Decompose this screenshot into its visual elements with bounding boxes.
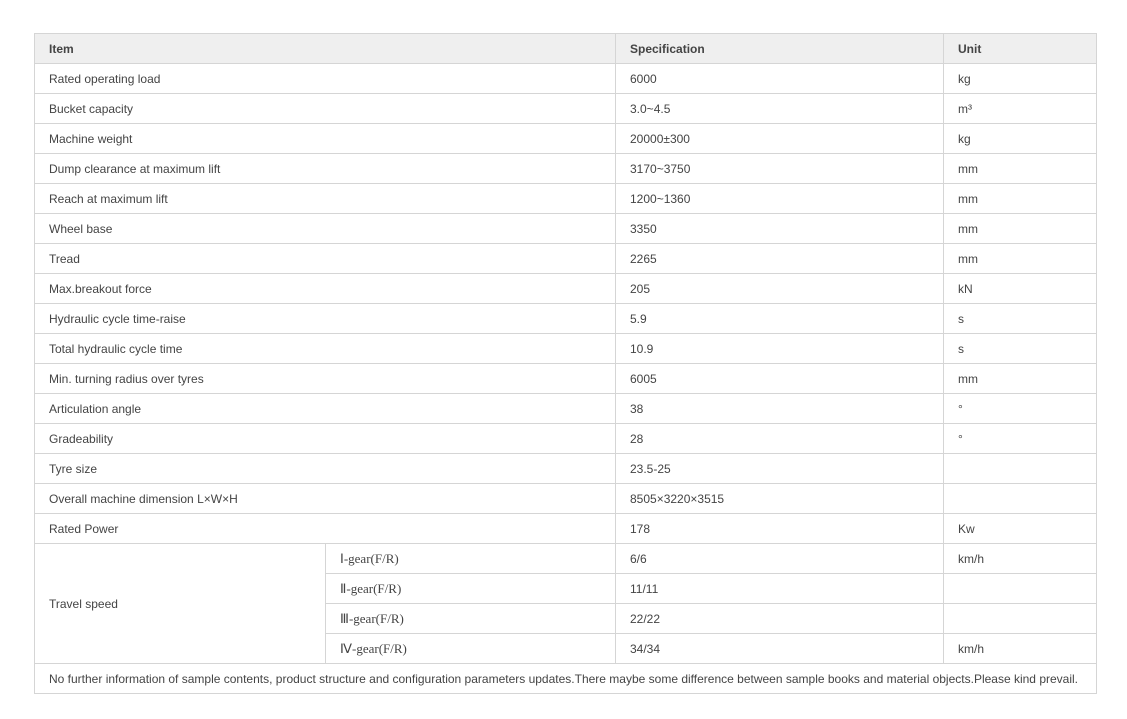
spec-cell: 23.5-25 — [616, 454, 944, 484]
item-cell: Hydraulic cycle time-raise — [35, 304, 616, 334]
item-cell: Total hydraulic cycle time — [35, 334, 616, 364]
spec-cell: 8505×3220×3515 — [616, 484, 944, 514]
spec-cell: 28 — [616, 424, 944, 454]
item-cell: Rated operating load — [35, 64, 616, 94]
gear-cell: Ⅳ-gear(F/R) — [326, 634, 616, 664]
item-cell: Gradeability — [35, 424, 616, 454]
unit-cell: s — [944, 304, 1097, 334]
unit-cell: kg — [944, 124, 1097, 154]
item-cell: Machine weight — [35, 124, 616, 154]
table-row — [35, 514, 1097, 544]
header-specification: Specification — [616, 34, 944, 64]
spec-cell: 34/34 — [616, 634, 944, 664]
table-row — [35, 244, 1097, 274]
table-row — [35, 364, 1097, 394]
table-row — [35, 424, 1097, 454]
footnote: No further information of sample contents, product structure and configuration parameters updates.There maybe some difference between sample books and material objects.Please kind prevail. — [35, 664, 1097, 694]
unit-cell — [944, 604, 1097, 634]
unit-cell: mm — [944, 184, 1097, 214]
spec-cell: 178 — [616, 514, 944, 544]
item-cell: Reach at maximum lift — [35, 184, 616, 214]
table-row — [35, 304, 1097, 334]
unit-cell: mm — [944, 364, 1097, 394]
spec-cell: 38 — [616, 394, 944, 424]
spec-cell: 6/6 — [616, 544, 944, 574]
unit-cell: m³ — [944, 94, 1097, 124]
gear-cell: Ⅱ-gear(F/R) — [326, 574, 616, 604]
table-row — [35, 154, 1097, 184]
spec-cell: 6000 — [616, 64, 944, 94]
unit-cell: km/h — [944, 544, 1097, 574]
table-row — [35, 394, 1097, 424]
unit-cell: s — [944, 334, 1097, 364]
item-cell: Max.breakout force — [35, 274, 616, 304]
travel-speed-label: Travel speed — [35, 544, 326, 664]
table-row — [35, 484, 1097, 514]
item-cell: Tread — [35, 244, 616, 274]
unit-cell: kg — [944, 64, 1097, 94]
header-item: Item — [35, 34, 616, 64]
unit-cell — [944, 574, 1097, 604]
spec-cell: 2265 — [616, 244, 944, 274]
spec-table — [34, 33, 1097, 694]
item-cell: Min. turning radius over tyres — [35, 364, 616, 394]
item-cell: Overall machine dimension L×W×H — [35, 484, 616, 514]
unit-cell: kN — [944, 274, 1097, 304]
footnote-row — [35, 664, 1097, 694]
table-row — [35, 334, 1097, 364]
table-row — [35, 124, 1097, 154]
unit-cell: ° — [944, 424, 1097, 454]
spec-cell: 1200~1360 — [616, 184, 944, 214]
unit-cell: mm — [944, 244, 1097, 274]
spec-cell: 5.9 — [616, 304, 944, 334]
spec-cell: 20000±300 — [616, 124, 944, 154]
item-cell: Rated Power — [35, 514, 616, 544]
item-cell: Tyre size — [35, 454, 616, 484]
unit-cell: mm — [944, 214, 1097, 244]
unit-cell: km/h — [944, 634, 1097, 664]
spec-cell: 6005 — [616, 364, 944, 394]
unit-cell — [944, 454, 1097, 484]
spec-cell: 205 — [616, 274, 944, 304]
unit-cell: Kw — [944, 514, 1097, 544]
spec-cell: 3350 — [616, 214, 944, 244]
header-row — [35, 34, 1097, 64]
table-row — [35, 64, 1097, 94]
travel-speed-row — [35, 544, 1097, 574]
spec-cell: 10.9 — [616, 334, 944, 364]
gear-cell: Ⅰ-gear(F/R) — [326, 544, 616, 574]
header-unit: Unit — [944, 34, 1097, 64]
table-row — [35, 454, 1097, 484]
item-cell: Articulation angle — [35, 394, 616, 424]
item-cell: Wheel base — [35, 214, 616, 244]
item-cell: Bucket capacity — [35, 94, 616, 124]
unit-cell — [944, 484, 1097, 514]
spec-cell: 22/22 — [616, 604, 944, 634]
table-row — [35, 184, 1097, 214]
spec-cell: 3170~3750 — [616, 154, 944, 184]
spec-cell: 11/11 — [616, 574, 944, 604]
item-cell: Dump clearance at maximum lift — [35, 154, 616, 184]
table-row — [35, 94, 1097, 124]
unit-cell: ° — [944, 394, 1097, 424]
gear-cell: Ⅲ-gear(F/R) — [326, 604, 616, 634]
table-row — [35, 214, 1097, 244]
unit-cell: mm — [944, 154, 1097, 184]
spec-cell: 3.0~4.5 — [616, 94, 944, 124]
table-row — [35, 274, 1097, 304]
